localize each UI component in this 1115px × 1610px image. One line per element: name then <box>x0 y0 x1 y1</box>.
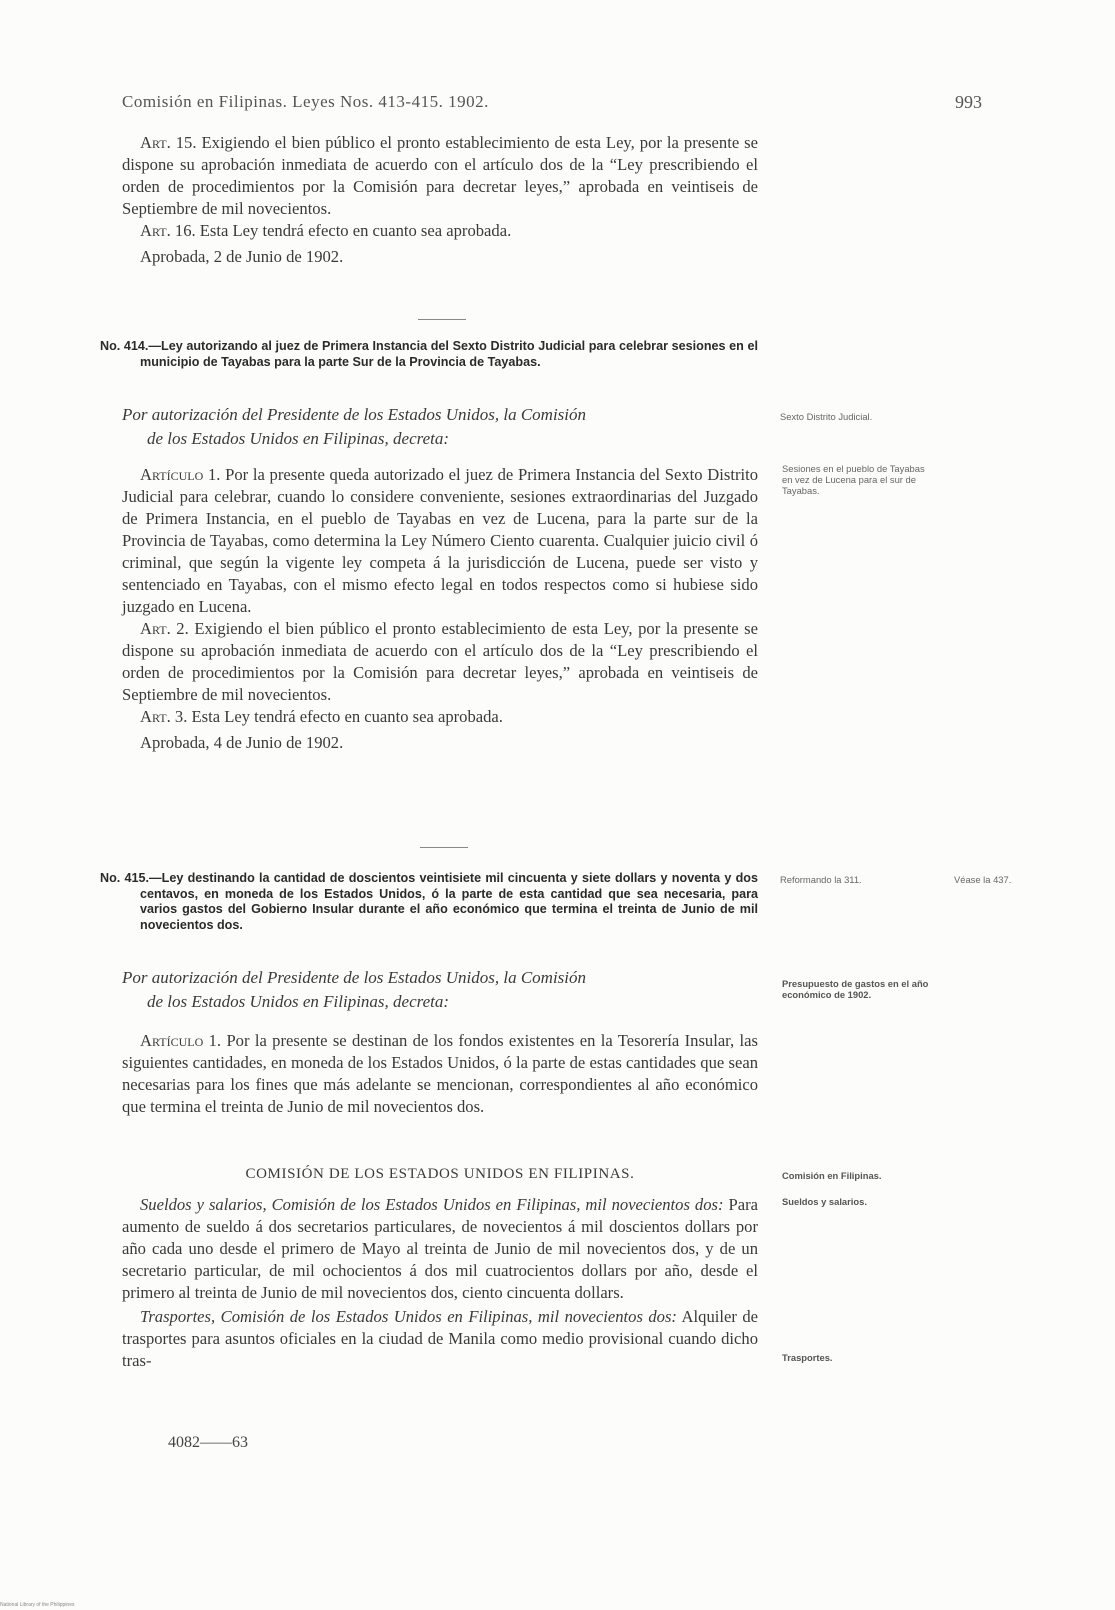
section-title: COMISIÓN DE LOS ESTADOS UNIDOS EN FILIPINAS. <box>245 1166 635 1182</box>
margin-note-sesiones: Sesiones en el pueblo de Tayabas en vez de Lucena para el sur de Tayabas. <box>782 463 925 496</box>
article-lead: Art. 16. <box>140 221 196 240</box>
article-15 <box>122 132 758 220</box>
margin-note-trasportes: Trasportes. <box>782 1352 833 1363</box>
margin-note-sueldos: Sueldos y salarios. <box>782 1196 867 1207</box>
trasportes-item <box>122 1306 758 1372</box>
law414-heading <box>100 339 758 370</box>
article-1 <box>122 464 758 618</box>
scan-credit: National Library of the Philippines <box>0 1602 75 1608</box>
article-text: Exigiendo el bien público el pronto establecimiento de esta Ley, por la presente se dispone su aprobación inmediata de acuerdo con el artículo dos de la “Ley prescribiendo el orden de procedimientos por la Comisión para decretar leyes,” aprobada en veintiseis de Septiembre de mil novecientos. <box>122 133 759 218</box>
enact-line: de los Estados Unidos en Filipinas, decreta: <box>147 992 450 1011</box>
section-divider <box>418 319 466 320</box>
law415-enacting-clause <box>122 966 758 1014</box>
margin-note-comision: Comisión en Filipinas. <box>782 1170 882 1181</box>
approval-date: Aprobada, 2 de Junio de 1902. <box>140 247 344 266</box>
margin-note-vease: Véase la 437. <box>954 874 1012 885</box>
article-lead: Artículo 1. <box>140 1031 222 1050</box>
approval-date: Aprobada, 4 de Junio de 1902. <box>140 733 344 752</box>
enact-line: Por autorización del Presidente de los Estados Unidos, la Comisión <box>122 968 587 987</box>
item-text: Alquiler de trasportes para asuntos oficiales en la ciudad de Manila como medio provisional cuando dicho tras- <box>122 1307 758 1370</box>
law413-ending <box>122 132 758 268</box>
scan-footer <box>0 1600 1115 1610</box>
margin-note-reformando: Reformando la 311. <box>780 874 862 885</box>
item-text: Para aumento de sueldo á dos secretarios particulares, de novecientos á mil doscientos dollars por año cada uno desde el primero de Mayo al treinta de Junio de mil novecientos dos, y de un secretario particular, de mil ochocientos á dos mil cuatrocientos dollars por año, desde el primero al treinta de Junio de mil novecientos dos, ciento cincuenta dollars. <box>122 1195 758 1302</box>
article-text: Exigiendo el bien público el pronto establecimiento de esta Ley, por la presente se dispone su aprobación inmediata de acuerdo con el artículo dos de la “Ley prescribiendo el orden de procedimientos por la Comisión para decretar leyes,” aprobada en veintiseis de Septiembre de mil novecientos. <box>122 619 758 704</box>
law415-appropriations <box>122 1194 758 1372</box>
print-signature: 4082——63 <box>168 1434 248 1451</box>
section-divider <box>420 847 468 848</box>
article-text: Esta Ley tendrá efecto en cuanto sea aprobada. <box>191 707 503 726</box>
item-lead: Trasportes, Comisión de los Estados Unidos en Filipinas, mil novecientos dos: <box>140 1307 677 1326</box>
article-text: Esta Ley tendrá efecto en cuanto sea aprobada. <box>199 221 512 240</box>
page-number: 993 <box>955 92 982 112</box>
law415-article-1 <box>122 1030 758 1118</box>
article-2 <box>122 618 758 706</box>
article-lead: Artículo 1. <box>140 465 221 484</box>
law-title: No. 415.—Ley destinando la cantidad de doscientos veintisiete mil cincuenta y siete dollars y noventa y dos centavos, en moneda de los Estados Unidos, ó la parte de esta cantidad que sea necesaria, para varios gastos del Gobierno Insular durante el año económico que termina el treinta de Junio de mil novecientos dos. <box>100 871 758 932</box>
law-title: No. 414.—Ley autorizando al juez de Primera Instancia del Sexto Distrito Judicial para celebrar sesiones en el municipio de Tayabas para la parte Sur de la Provincia de Tayabas. <box>100 339 758 369</box>
article-text: Por la presente se destinan de los fondos existentes en la Tesorería Insular, las siguientes cantidades, en moneda de los Estados Unidos, ó la parte de estas cantidades que sean necesarias para los fines que más adelante se mencionan, correspondientes al año económico que termina el treinta de Junio de mil novecientos dos. <box>122 1031 758 1116</box>
article-text: Por la presente queda autorizado el juez de Primera Instancia del Sexto Distrito Judicial para celebrar, cuando lo considere conveniente, sesiones extraordinarias del Juzgado de Primera Instancia, en el pueblo de Tayabas en vez de Lucena, para la parte sur de la Provincia de Tayabas, como determina la Ley Número Ciento cuarenta. Cualquier juicio civil ó criminal, que según la vigente ley competa á la jurisdicción de Lucena, puede ser visto y sentenciado en Tayabas, con el mismo efecto legal en todos respectos como si hubiese sido juzgado en Lucena. <box>122 465 758 616</box>
running-header: Comisión en Filipinas. Leyes Nos. 413-415. 1902. <box>122 92 489 111</box>
sueldos-item <box>122 1194 758 1304</box>
article-lead: Art. 15. <box>140 133 197 152</box>
margin-note-presupuesto: Presupuesto de gastos en el año económico de 1902. <box>782 978 929 1000</box>
law415-heading <box>100 871 758 933</box>
law414-body <box>122 464 758 754</box>
article-lead: Art. 3. <box>140 707 188 726</box>
margin-note-sexto-distrito: Sexto Distrito Judicial. <box>780 411 873 422</box>
article-1 <box>122 1030 758 1118</box>
enact-line: Por autorización del Presidente de los Estados Unidos, la Comisión <box>122 405 587 424</box>
law414-enacting-clause <box>122 403 758 451</box>
enact-line: de los Estados Unidos en Filipinas, decreta: <box>147 429 450 448</box>
article-3 <box>122 706 758 728</box>
item-lead: Sueldos y salarios, Comisión de los Estados Unidos en Filipinas, mil novecientos dos: <box>140 1195 724 1214</box>
article-16 <box>122 220 758 242</box>
article-lead: Art. 2. <box>140 619 189 638</box>
